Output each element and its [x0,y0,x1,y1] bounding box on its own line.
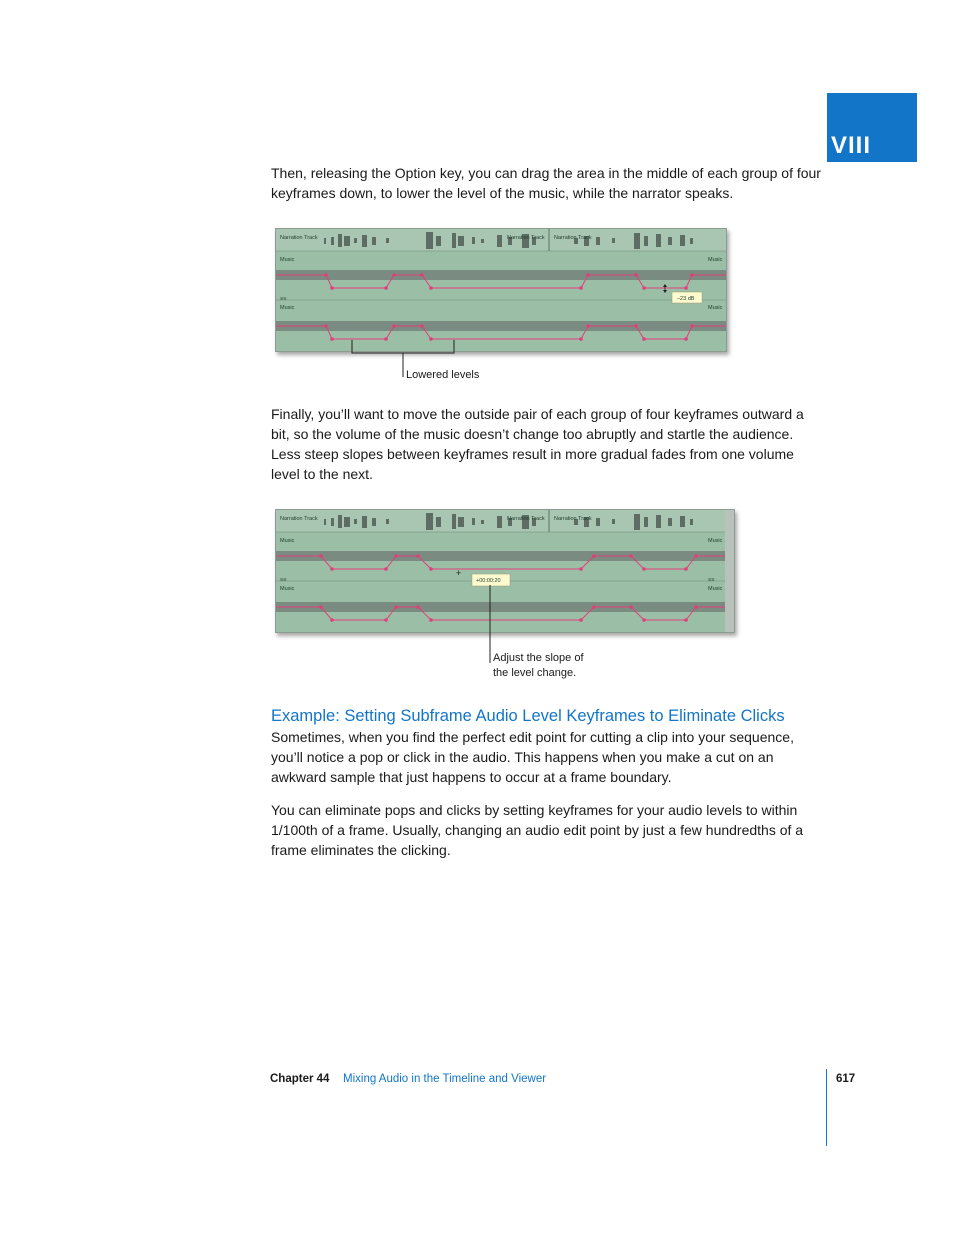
callout-adjust-slope [493,651,584,681]
track-label: Music [708,586,723,592]
paragraph-outside-pair: Finally, you’ll want to move the outside pair of each group of four keyframes outward a bit, so the volume of the music doesn’t change too abruptly and startle the audience. Less steep slopes between keyframes result in more gradual fades from one volume level to the next. [271,406,804,482]
track-label: Narration Track [507,235,545,241]
section-tab-label: VIII [831,132,872,159]
track-label: Music [280,305,295,311]
page-number: 617 [836,1073,856,1085]
track-label: Narration Track [507,516,545,522]
track-label: Narration Track [280,235,318,241]
section-tab [827,93,917,162]
track-label: Narration Track [554,235,592,241]
footer-divider [826,1069,827,1146]
time-tooltip: +00:00:20 [476,578,501,584]
track-label: Music [708,257,723,263]
track-label: Narration Track [554,516,592,522]
track-label: Narration Track [280,516,318,522]
footer-chapter-title: Mixing Audio in the Timeline and Viewer [343,1073,547,1085]
track-label: Music [280,586,295,592]
track-label: Music [708,305,723,311]
track-label: Music [280,257,295,263]
track-label: Music [708,538,723,544]
timeline-screenshot-1 [276,229,726,351]
paragraph-option-key: Then, releasing the Option key, you can drag the area in the middle of each group of four keyframes down, to lower the level of the music, while the narrator speaks. [271,165,821,201]
footer-chapter: Chapter 44 [270,1073,330,1085]
track-label: Music [280,538,295,544]
callout-lowered-levels: Lowered levels [406,369,480,381]
svg-text:≡≡: ≡≡ [280,296,287,302]
figure-adjust-slope [275,509,735,633]
svg-text:≡≡: ≡≡ [280,577,287,583]
section-heading: Example: Setting Subframe Audio Level Keyframes to Eliminate Clicks [271,707,785,725]
level-tooltip: –23 dB [677,296,695,302]
figure-lowered-levels [275,228,727,352]
callout-line: Adjust the slope of [493,652,584,664]
paragraph-pop-click: Sometimes, when you find the perfect edit point for cutting a clip into your sequence, you’ll notice a pop or click in the audio. This happens when you make a cut on an awkward sample that just happens to occur at a frame boundary. [271,729,794,785]
svg-text:≡≡: ≡≡ [708,577,715,583]
timeline-screenshot-2 [276,510,734,632]
svg-text:+: + [456,568,462,578]
callout-line: the level change. [493,667,577,679]
paragraph-eliminate-clicks: You can eliminate pops and clicks by setting keyframes for your audio levels to within 1/100th of a frame. Usually, changing an audio edit point by just a few hundredths of a frame eliminates the clicking. [271,802,804,858]
